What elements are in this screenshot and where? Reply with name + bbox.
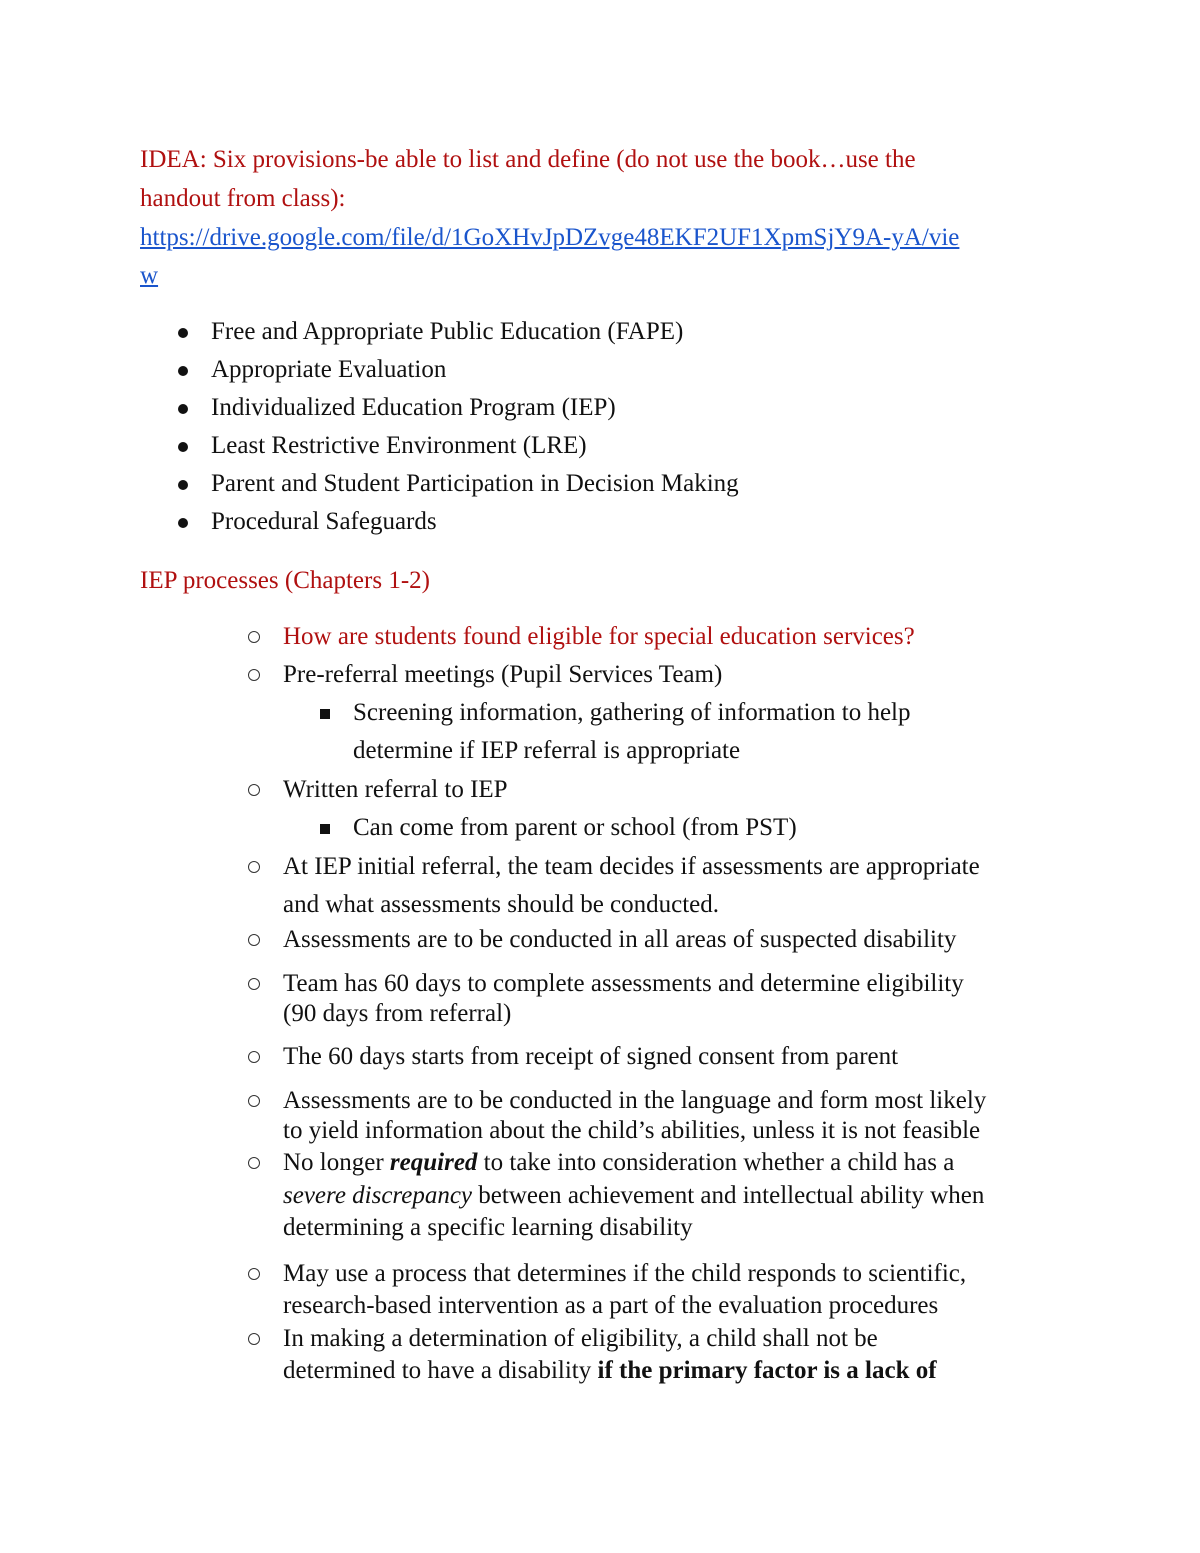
list-item <box>283 1147 954 1179</box>
eligibility-question: How are students found eligible for special education services? <box>283 623 915 650</box>
hollow-bullet-icon <box>248 861 260 873</box>
list-item: Pre-referral meetings (Pupil Services Team) <box>283 661 723 688</box>
provision-item: Procedural Safeguards <box>211 508 437 535</box>
hollow-bullet-icon <box>248 1268 260 1280</box>
provision-item: Parent and Student Participation in Decision Making <box>211 470 739 497</box>
bullet-icon <box>178 480 188 490</box>
emphasis-primary-factor: if the primary factor is a lack of <box>597 1357 937 1384</box>
list-item: Assessments are to be conducted in the language and form most likely <box>283 1087 987 1114</box>
bullet-icon <box>178 366 188 376</box>
bullet-icon <box>178 328 188 338</box>
text-run: No longer <box>283 1149 390 1176</box>
emphasis-severe-discrepancy: severe discrepancy <box>283 1182 473 1209</box>
bullet-icon <box>178 404 188 414</box>
square-bullet-icon <box>320 709 330 719</box>
handout-link[interactable]: https://drive.google.com/file/d/1GoXHvJpDZvge48EKF2UF1XpmSjY9A-yA/vie <box>140 224 960 251</box>
hollow-bullet-icon <box>248 1095 260 1107</box>
hollow-bullet-icon <box>248 978 260 990</box>
idea-heading-line2: handout from class): <box>140 185 346 212</box>
list-item-continued: and what assessments should be conducted. <box>283 891 720 918</box>
list-item-continued: determining a specific learning disability <box>283 1214 693 1241</box>
list-item: Team has 60 days to complete assessments and determine eligibility <box>283 970 964 997</box>
list-item-continued: determine if IEP referral is appropriate <box>353 737 741 764</box>
provision-item: Individualized Education Program (IEP) <box>211 394 616 421</box>
list-item: In making a determination of eligibility, a child shall not be <box>283 1325 878 1352</box>
emphasis-required: required <box>389 1149 478 1176</box>
list-item: Screening information, gathering of information to help <box>353 699 911 726</box>
provision-item: Least Restrictive Environment (LRE) <box>211 432 587 459</box>
list-item-continued <box>283 1355 937 1387</box>
list-item: May use a process that determines if the child responds to scientific, <box>283 1260 967 1287</box>
provision-item: Appropriate Evaluation <box>211 356 447 383</box>
text-run: determined to have a disability <box>283 1357 598 1384</box>
square-bullet-icon <box>320 824 330 834</box>
bullet-icon <box>178 518 188 528</box>
text-run: between achievement and intellectual ability when <box>472 1182 985 1209</box>
handout-link-continued[interactable]: w <box>140 262 159 289</box>
hollow-bullet-icon <box>248 934 260 946</box>
provision-item: Free and Appropriate Public Education (FAPE) <box>211 318 684 345</box>
list-item-continued: (90 days from referral) <box>283 1000 512 1027</box>
hollow-bullet-icon <box>248 631 260 643</box>
hollow-bullet-icon <box>248 1051 260 1063</box>
hollow-bullet-icon <box>248 1157 260 1169</box>
list-item-continued: research-based intervention as a part of the evaluation procedures <box>283 1292 939 1319</box>
list-item: At IEP initial referral, the team decides if assessments are appropriate <box>283 853 980 880</box>
text-run: to take into consideration whether a child has a <box>477 1149 955 1176</box>
list-item: Assessments are to be conducted in all areas of suspected disability <box>283 926 957 953</box>
hollow-bullet-icon <box>248 669 260 681</box>
list-item: The 60 days starts from receipt of signed consent from parent <box>283 1043 899 1070</box>
iep-processes-heading: IEP processes (Chapters 1-2) <box>140 567 430 594</box>
bullet-icon <box>178 442 188 452</box>
hollow-bullet-icon <box>248 784 260 796</box>
list-item-continued <box>283 1180 984 1212</box>
list-item: Can come from parent or school (from PST) <box>353 814 797 841</box>
hollow-bullet-icon <box>248 1333 260 1345</box>
list-item-continued: to yield information about the child’s abilities, unless it is not feasible <box>283 1117 981 1144</box>
idea-heading-line1: IDEA: Six provisions-be able to list and define (do not use the book…use the <box>140 146 916 173</box>
list-item: Written referral to IEP <box>283 776 508 803</box>
